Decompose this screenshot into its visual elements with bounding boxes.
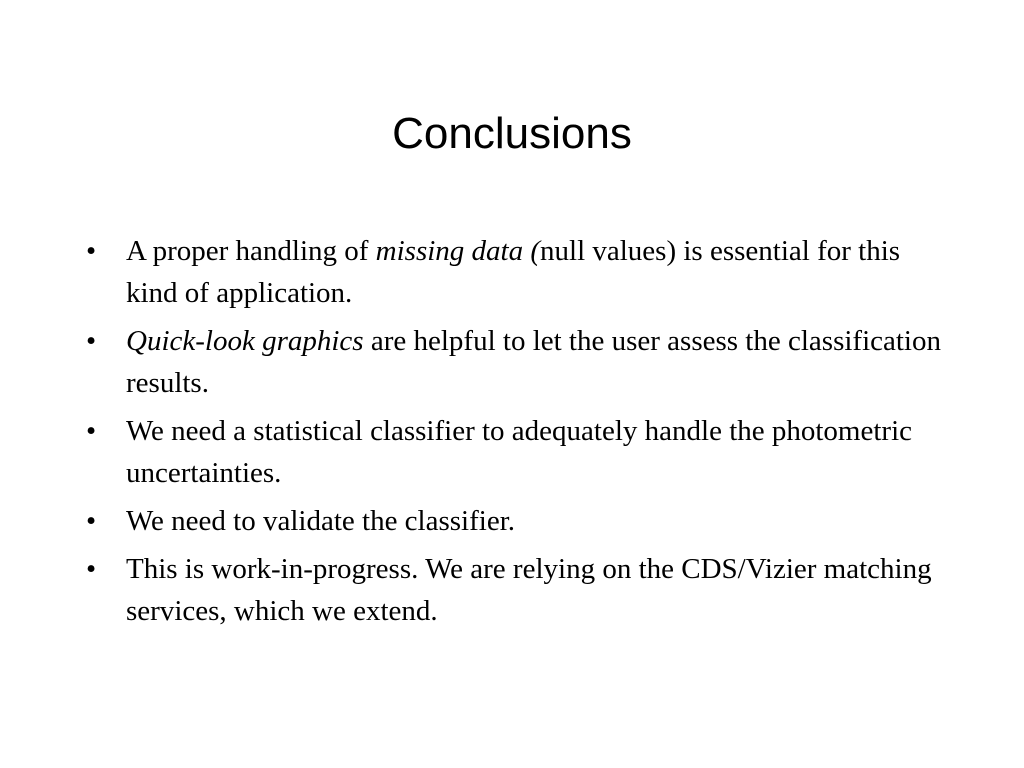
- bullet-text-pre: We need to validate the classifier.: [126, 505, 516, 537]
- bullet-text-pre: We need a statistical classifier to adequately handle the photometric uncertainties.: [126, 415, 913, 489]
- bullet-icon: •: [86, 325, 97, 357]
- bullet-text-pre: A proper handling of: [126, 235, 376, 267]
- bullet-icon: •: [86, 553, 97, 585]
- bullet-item-work-in-progress: [84, 548, 954, 632]
- bullet-item-validate: [84, 500, 954, 542]
- bullet-item-statistical-classifier: [84, 410, 954, 494]
- bullet-text-pre: This is work-in-progress. We are relying on the CDS/Vizier matching services, which we extend.: [126, 553, 932, 627]
- bullet-text-post: null values) is essential for this kind of application.: [126, 235, 901, 309]
- bullet-icon: •: [86, 235, 97, 267]
- slide-title: Conclusions: [392, 109, 632, 158]
- bullet-item-quick-look: [84, 320, 954, 404]
- bullet-text-post: are helpful to let the user assess the classification results.: [126, 325, 941, 399]
- bullet-icon: •: [86, 415, 97, 447]
- bullet-text-emphasis: missing data (: [375, 235, 541, 267]
- bullet-item-missing-data: [84, 230, 954, 314]
- bullet-text-emphasis: Quick-look graphics: [126, 325, 364, 357]
- bullet-icon: •: [86, 505, 97, 537]
- bullet-list: [84, 230, 954, 638]
